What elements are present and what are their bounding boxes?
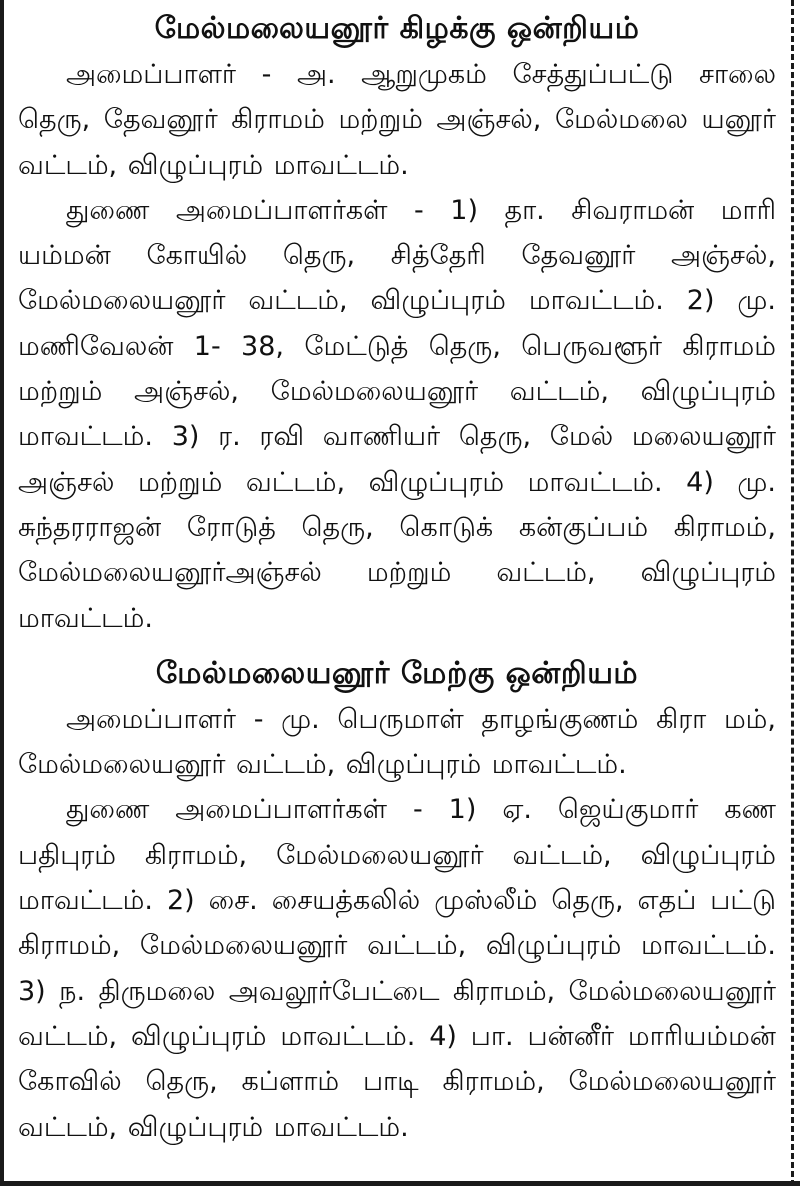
- clipping-border-left: [0, 0, 4, 1186]
- section-west-union: [18, 651, 776, 1150]
- section-east-union: [18, 6, 776, 641]
- deputy-organizers-paragraph: துணை அமைப்பாளர்கள் - 1) தா. சிவராமன் மாரி யம்மன் கோயில் தெரு, சித்தேரி தேவனூர் அஞ்சல், மேல்மலையனூர் வட்டம், விழுப்புரம் மாவட்டம். 2) மு. மணிவேலன் 1- 38, மேட்டுத் தெரு, பெருவளூர் கிராமம் மற்றும் அஞ்சல், மேல்மலையனூர் வட்டம், விழுப்புரம் மாவட்டம். 3) ர. ரவி வாணியர் தெரு, மேல் மலையனூர் அஞ்சல் மற்றும் வட்டம், விழுப்புரம் மாவட்டம். 4) மு. சுந்தரராஜன் ரோடுத் தெரு, கொடுக் கன்குப்பம் கிராமம், மேல்மலையனூர்அஞ்சல் மற்றும் வட்டம், விழுப்புரம் மாவட்டம்.: [18, 194, 776, 634]
- deputy-organizers-paragraph: துணை அமைப்பாளர்கள் - 1) ஏ. ஜெய்குமார் கண பதிபுரம் கிராமம், மேல்மலையனூர் வட்டம், விழுப்புரம் மாவட்டம். 2) சை. சையத்கலில் முஸ்லீம் தெரு, எதப் பட்டு கிராமம், மேல்மலையனூர் வட்டம், விழுப்புரம் மாவட்டம். 3) ந. திருமலை அவலூர்பேட்டை கிராமம், மேல்மலையனூர் வட்டம், விழுப்புரம் மாவட்டம். 4) பா. பன்னீர் மாரியம்மன் கோவில் தெரு, கப்ளாம் பாடி கிராமம், மேல்மலையனூர் வட்டம், விழுப்புரம் மாவட்டம்.: [18, 794, 776, 1143]
- organizer-paragraph: அமைப்பாளர் - அ. ஆறுமுகம் சேத்துப்பட்டு சாலை தெரு, தேவனூர் கிராமம் மற்றும் அஞ்சல், மேல்மலை யனூர் வட்டம், விழுப்புரம் மாவட்டம்.: [18, 59, 776, 181]
- organizer-paragraph: அமைப்பாளர் - மு. பெருமாள் தாழங்குணம் கிரா மம், மேல்மலையனூர் வட்டம், விழுப்புரம் மாவட்டம்.: [18, 703, 776, 781]
- section-heading: மேல்மலையனூர் கிழக்கு ஒன்றியம்: [154, 11, 640, 46]
- clipping-border-dashed-right: [791, 0, 794, 1186]
- article-body: [18, 6, 776, 1150]
- clipping-border-bottom: [0, 1181, 800, 1186]
- section-heading: மேல்மலையனூர் மேற்கு ஒன்றியம்: [155, 655, 639, 691]
- section-divider: [18, 641, 776, 651]
